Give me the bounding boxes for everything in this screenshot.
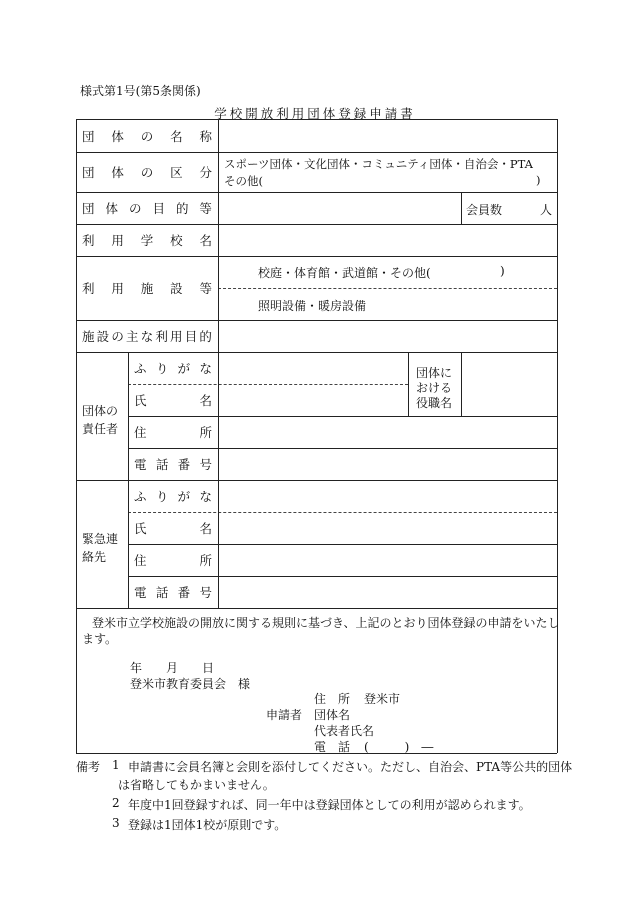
label-main-use-purpose xyxy=(82,320,212,352)
note-3-number: 3 xyxy=(112,816,120,830)
label-column-line xyxy=(218,119,219,608)
label-char: 団 xyxy=(82,128,95,144)
label-char: ふ xyxy=(134,489,147,504)
emergency-furigana-label xyxy=(134,480,212,512)
position-label-2: おける xyxy=(416,381,453,395)
notes-label: 備考 xyxy=(76,760,101,774)
label-char: 氏 xyxy=(134,393,147,408)
label-char: 区 xyxy=(170,165,183,180)
responsible-phone-text xyxy=(134,455,212,473)
member-count-divider xyxy=(461,192,462,224)
member-count-label: 会員数 xyxy=(466,203,503,217)
applicant-group-name-label: 団体名 xyxy=(314,708,351,722)
applicant-phone-format: ( ) ― xyxy=(364,740,434,754)
label-char: 体 xyxy=(111,165,124,180)
document-title: 学校開放利用団体登録申請書 xyxy=(214,106,416,121)
facility-options: 校庭・体育館・武道館・その他( xyxy=(258,266,431,280)
label-char: な xyxy=(140,329,154,344)
label-char: 施 xyxy=(140,281,154,296)
category-other-close: ) xyxy=(536,173,541,187)
note-3: 登録は1団体1校が原則です。 xyxy=(128,818,287,832)
responsible-phone-label xyxy=(134,448,212,480)
label-char: が xyxy=(177,361,191,376)
applicant-representative-label: 代表者氏名 xyxy=(314,724,375,738)
label-char: 称 xyxy=(199,128,212,144)
row-line xyxy=(76,608,557,609)
note-1-line-2: は省略してもかまいません。 xyxy=(118,778,275,792)
label-char: な xyxy=(199,361,212,376)
emergency-section-label-2: 絡先 xyxy=(82,550,107,564)
label-group-name-text xyxy=(82,127,212,145)
label-char: 用 xyxy=(111,281,124,296)
member-count-unit: 人 xyxy=(540,203,553,217)
label-char: 校 xyxy=(170,233,183,248)
label-char: 主 xyxy=(126,329,139,344)
emergency-name-text xyxy=(134,519,212,537)
label-char: 利 xyxy=(82,233,95,248)
label-char: 団 xyxy=(82,165,95,180)
label-char: 用 xyxy=(170,329,183,344)
label-char: 的 xyxy=(199,329,212,344)
label-char: 氏 xyxy=(134,521,147,536)
equipment-options: 照明設備・暖房設備 xyxy=(258,299,367,313)
label-school-name-text xyxy=(82,231,212,249)
emergency-phone-text xyxy=(134,583,212,601)
label-char: 等 xyxy=(199,201,212,216)
responsible-address-label xyxy=(134,416,212,448)
label-char: 所 xyxy=(199,425,212,440)
label-char: 分 xyxy=(199,165,212,180)
table-right-border xyxy=(557,119,558,753)
label-char: 電 xyxy=(134,585,147,600)
applicant-address-label: 住 所 xyxy=(314,692,351,706)
label-char: 目 xyxy=(152,201,165,216)
label-purpose xyxy=(82,192,212,224)
applicant-label: 申請者 xyxy=(266,708,303,722)
label-char: の xyxy=(111,329,124,344)
label-char: 体 xyxy=(105,201,118,216)
category-options: スポーツ団体・文化団体・コミュニティ団体・自治会・PTA xyxy=(224,157,533,171)
responsible-section-label-1: 団体の xyxy=(82,404,119,418)
label-purpose-text xyxy=(82,199,212,217)
emergency-address-text xyxy=(134,551,212,569)
note-1-line-1: 申請書に会員名簿と会則を添付してください。ただし、自治会、PTA等公共的団体 xyxy=(128,760,573,774)
label-char: 体 xyxy=(111,128,124,144)
label-group-category-text xyxy=(82,163,212,181)
label-char: 号 xyxy=(199,585,212,600)
form-number: 様式第1号(第5条関係) xyxy=(80,84,201,98)
label-char: 話 xyxy=(155,585,169,600)
label-char: 話 xyxy=(155,457,169,472)
label-group-name xyxy=(82,119,212,152)
label-char: 設 xyxy=(96,329,110,344)
label-char: 利 xyxy=(82,281,95,296)
label-char: り xyxy=(155,489,169,504)
label-char: 名 xyxy=(199,393,212,408)
responsible-section-label-2: 責任者 xyxy=(82,422,119,436)
label-char: 番 xyxy=(177,457,191,472)
label-char: 施 xyxy=(82,329,95,344)
label-facilities xyxy=(82,256,212,320)
note-2-number: 2 xyxy=(112,796,120,810)
label-char: な xyxy=(199,489,212,504)
label-char: が xyxy=(177,489,191,504)
responsible-address-text xyxy=(134,423,212,441)
label-char: 学 xyxy=(140,233,154,248)
label-school-name xyxy=(82,224,212,256)
applicant-address-value: 登米市 xyxy=(364,692,401,706)
label-char: ふ xyxy=(134,361,147,376)
applicant-phone-label: 電 話 xyxy=(314,740,351,754)
label-char: 号 xyxy=(199,457,212,472)
label-char: の xyxy=(140,128,154,144)
application-statement-line-1: 登米市立学校施設の開放に関する規則に基づき、上記のとおり団体登録の申請をいたし xyxy=(92,616,560,630)
application-date: 年 月 日 xyxy=(130,661,215,675)
emergency-section-label-1: 緊急連 xyxy=(82,532,119,546)
label-char: 名 xyxy=(170,128,183,144)
category-other: その他( xyxy=(224,174,263,188)
position-label-3: 役職名 xyxy=(416,396,453,410)
label-char: 名 xyxy=(199,521,212,536)
label-char: 団 xyxy=(82,201,95,216)
label-char: 名 xyxy=(199,233,212,248)
row-dashed-line xyxy=(218,288,557,289)
label-char: の xyxy=(128,201,142,216)
position-divider-right xyxy=(461,352,462,416)
table-left-border xyxy=(76,119,77,753)
position-label-1: 団体に xyxy=(416,366,453,380)
emergency-phone-label xyxy=(134,576,212,608)
responsible-furigana-text xyxy=(134,359,212,377)
label-char: 電 xyxy=(134,457,147,472)
label-char: 住 xyxy=(134,425,147,440)
application-statement-line-2: ます。 xyxy=(82,632,118,646)
label-char: 等 xyxy=(199,281,212,296)
responsible-name-text xyxy=(134,391,212,409)
emergency-name-label xyxy=(134,512,212,544)
label-char: 設 xyxy=(170,281,183,296)
section-column-line xyxy=(128,352,129,608)
label-char: 番 xyxy=(177,585,191,600)
note-1-number: 1 xyxy=(112,758,120,772)
label-char: 所 xyxy=(199,553,212,568)
emergency-furigana-text xyxy=(134,487,212,505)
note-2: 年度中1回登録すれば、同一年中は登録団体としての利用が認められます。 xyxy=(128,798,531,812)
label-char: 利 xyxy=(155,329,168,344)
responsible-name-label xyxy=(134,384,212,416)
facility-other-close: ) xyxy=(500,264,505,278)
responsible-furigana-label xyxy=(134,352,212,384)
label-char: り xyxy=(155,361,169,376)
label-char: 住 xyxy=(134,553,147,568)
label-char: 目 xyxy=(184,329,198,344)
label-char: 用 xyxy=(111,233,124,248)
emergency-address-label xyxy=(134,544,212,576)
label-char: の xyxy=(140,165,154,180)
addressee: 登米市教育委員会 様 xyxy=(130,677,251,691)
label-group-category xyxy=(82,152,212,192)
label-main-use-purpose-text xyxy=(82,327,212,345)
label-char: 的 xyxy=(175,201,189,216)
position-divider-left xyxy=(408,352,409,416)
label-facilities-text xyxy=(82,279,212,297)
